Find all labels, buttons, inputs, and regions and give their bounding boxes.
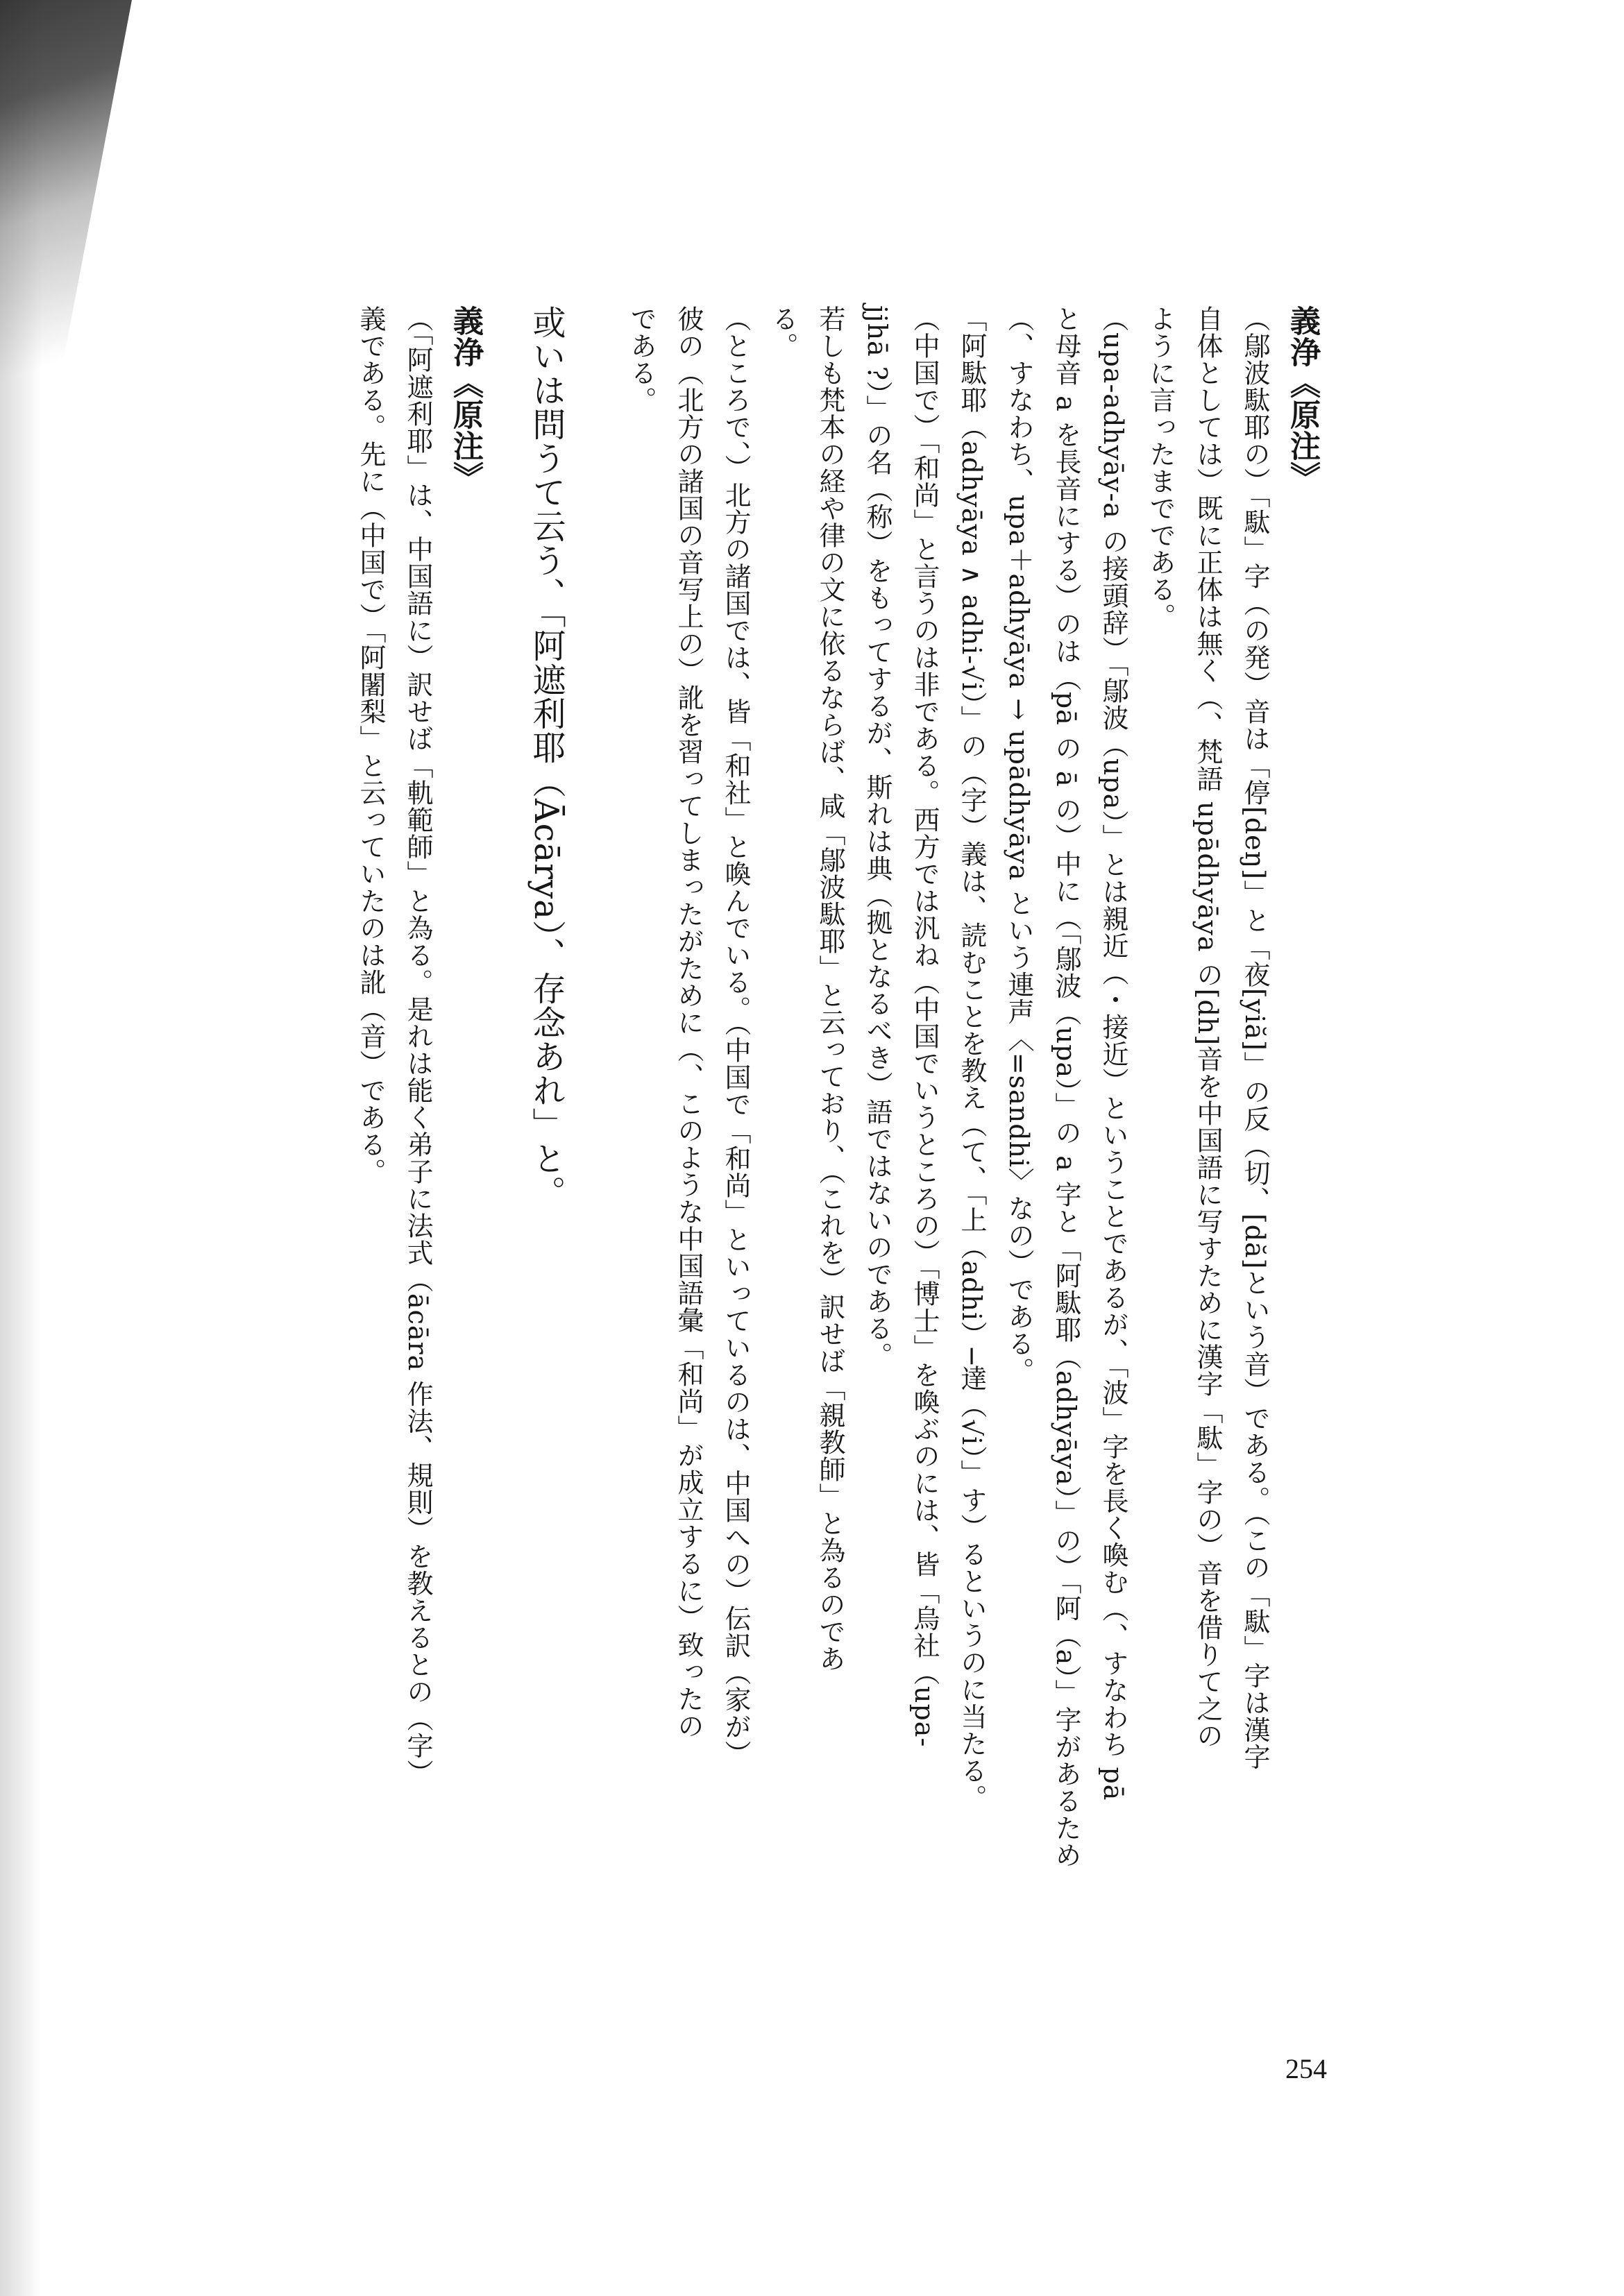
body-line: （upa-adhyāy-a の接頭辞）「鄔波（upa）」とは親近（・接近）ということであるが、「波」字を長く喚む（、すなわち pā <box>1098 305 1128 1801</box>
section-heading-1: 義浄《原注》 <box>1285 305 1320 493</box>
section-heading-2: 義浄《原注》 <box>448 305 483 493</box>
body-line: 義である。先に（中国で）「阿闍梨」と云っていたのは訛（音）である。 <box>355 305 386 1185</box>
body-line: 「阿駄耶（adhyāya ∧ adhi-√i）」の（字）義は、読むことを教え（て、「上（adhi）─達（√i）」す）るというのに当たる。 <box>956 305 987 1812</box>
body-line: である。 <box>626 305 657 414</box>
body-line: （ところで、）北方の諸国では、皆「和社」と喚んでいる。（中国で「和尚」といっているのは、中国への）伝訳（家が） <box>720 305 751 1767</box>
scan-corner-shadow <box>0 0 132 430</box>
body-line: る。 <box>768 305 798 359</box>
main-question-line: 或いは問うて云う、「阿遮利耶（Ācārya）、存念あれ」と。 <box>527 305 566 1209</box>
body-line: （中国で）「和尚」と言うのは非である。西方では汎ね（中国でいうところの）「博士」を喚ぶのには、皆「烏社（upa- <box>909 305 940 1748</box>
body-line: と母音 a を長音にする）のは（pā の ā の）中に（「鄔波（upa）」の a 字と「阿駄耶（adhyāya）」の）「阿（a）」字があるため <box>1051 305 1081 1869</box>
vertical-text-body <box>347 305 1326 2061</box>
body-line: 彼の（北方の諸国の音写上の）訛を習ってしまったがために（、このような中国語彙「和尚」が成立するに）致ったの <box>673 305 704 1740</box>
body-line: 若しも梵本の経や律の文に依るならば、咸「鄔波駄耶」と云っており、（これを）訳せば「親教師」と為るのであ <box>815 305 845 1672</box>
body-line: （「阿遮利耶」は、中国語に）訳せば「軌範師」と為る。是れは能く弟子に法式（ācāra 作法、規則）を教えるとの（字） <box>403 305 433 1787</box>
body-line: （、すなわち、upa＋adhyāya → upādhyāya という連声〈=sandhi〉なの）である。 <box>1004 305 1034 1385</box>
body-line: ように言ったまでである。 <box>1145 305 1176 630</box>
page-number: 254 <box>1285 2053 1327 2084</box>
body-line: （鄔波駄耶の）「駄」字（の発）音は「停[deŋ]」と「夜[yiă]」の反（切、[dă]という音）である。（この「駄」字は漢字 <box>1240 305 1270 1771</box>
body-line: 自体としては）既に正体は無く（、梵語 upādhyāya の[dh]音を中国語に写すために漢字「駄」字の）音を借りて之の <box>1192 305 1223 1750</box>
body-line: jjhā ?）」の名（称）をもってするが、斯れは典（拠となるべき）語ではないのである。 <box>862 305 893 1370</box>
